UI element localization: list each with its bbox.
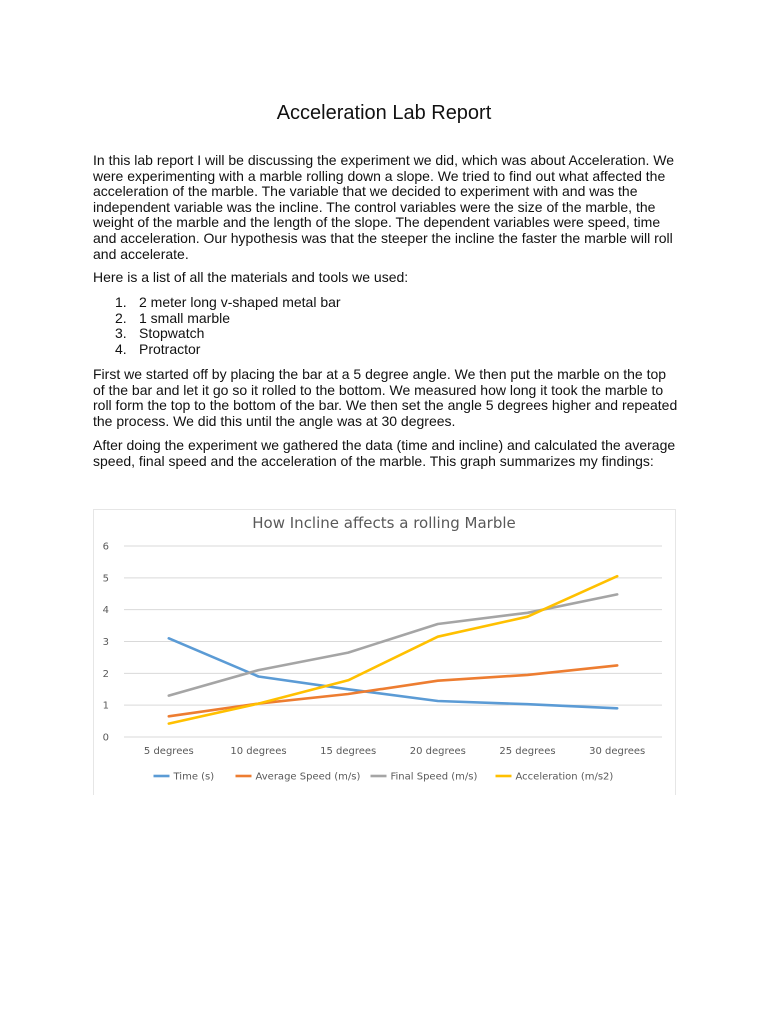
list-item bbox=[93, 311, 341, 327]
list-item-number: 4. bbox=[115, 340, 127, 357]
x-tick-label: 15 degrees bbox=[320, 746, 377, 757]
list-item-text: 1 small marble bbox=[139, 309, 231, 326]
list-item-text: Stopwatch bbox=[139, 325, 205, 342]
list-item-number: 1. bbox=[115, 294, 127, 310]
materials-list bbox=[93, 295, 341, 357]
y-tick-label: 5 bbox=[102, 573, 109, 585]
x-tick-label: 20 degrees bbox=[409, 746, 466, 757]
chart-title: How Incline affects a rolling Marble bbox=[252, 514, 516, 532]
y-tick-label: 3 bbox=[102, 637, 109, 648]
y-tick-label: 1 bbox=[102, 700, 109, 712]
list-item-number: 2. bbox=[115, 309, 127, 326]
x-tick-label: 10 degrees bbox=[230, 746, 287, 757]
procedure-paragraph: First we started off by placing the bar at a 5 degree angle. We then put the marble on the top of the bar and let it go so it rolled to the bottom. We measured how long it took the marble to roll form the top to the bottom of the bar. We then set the angle 5 degrees higher and repeated the process. We did this until the angle was at 30 degrees. bbox=[93, 366, 678, 429]
document-title: Acceleration Lab Report bbox=[276, 102, 492, 124]
legend-label: Acceleration (m/s2) bbox=[515, 771, 614, 783]
legend-label: Average Speed (m/s) bbox=[255, 771, 361, 783]
materials-intro-paragraph: Here is a list of all the materials and tools we used: bbox=[93, 269, 409, 285]
chart-canvas bbox=[93, 509, 676, 795]
list-item bbox=[93, 295, 341, 311]
y-tick-label: 6 bbox=[102, 541, 109, 553]
x-tick-label: 30 degrees bbox=[589, 746, 646, 757]
legend-label: Time (s) bbox=[173, 771, 215, 783]
list-item-number: 3. bbox=[115, 325, 127, 342]
x-axis-tick-labels bbox=[144, 746, 645, 757]
findings-paragraph: After doing the experiment we gathered the data (time and incline) and calculated the average speed, final speed and the acceleration of the marble. This graph summarizes my findings: bbox=[93, 437, 676, 469]
y-tick-label: 0 bbox=[102, 732, 109, 744]
x-tick-label: 25 degrees bbox=[499, 746, 556, 757]
list-item bbox=[93, 326, 341, 342]
list-item-text: 2 meter long v-shaped metal bar bbox=[139, 294, 341, 310]
y-axis-tick-labels bbox=[103, 542, 109, 744]
list-item bbox=[93, 342, 341, 358]
series-lines bbox=[169, 576, 617, 723]
x-tick-label: 5 degrees bbox=[143, 746, 194, 757]
y-tick-label: 4 bbox=[102, 605, 109, 617]
chart-legend bbox=[154, 772, 614, 783]
gridlines bbox=[124, 546, 662, 737]
intro-paragraph: In this lab report I will be discussing the experiment we did, which was about Acceleration. We were experimenting with a marble rolling down a slope. We tried to find out what affected the acceleration of the marble. The variable that we decided to experiment with and was the independent variable was the incline. The control variables were the size of the marble, the weight of the marble and the length of the slope. The dependent variables were speed, time and acceleration. Our hypothesis was that the steeper the incline the faster the marble will roll and accelerate. bbox=[93, 152, 675, 262]
line-chart bbox=[93, 509, 676, 795]
list-item-text: Protractor bbox=[139, 340, 201, 357]
y-tick-label: 2 bbox=[102, 668, 109, 680]
legend-label: Final Speed (m/s) bbox=[390, 771, 478, 783]
series-line-3 bbox=[169, 576, 617, 723]
